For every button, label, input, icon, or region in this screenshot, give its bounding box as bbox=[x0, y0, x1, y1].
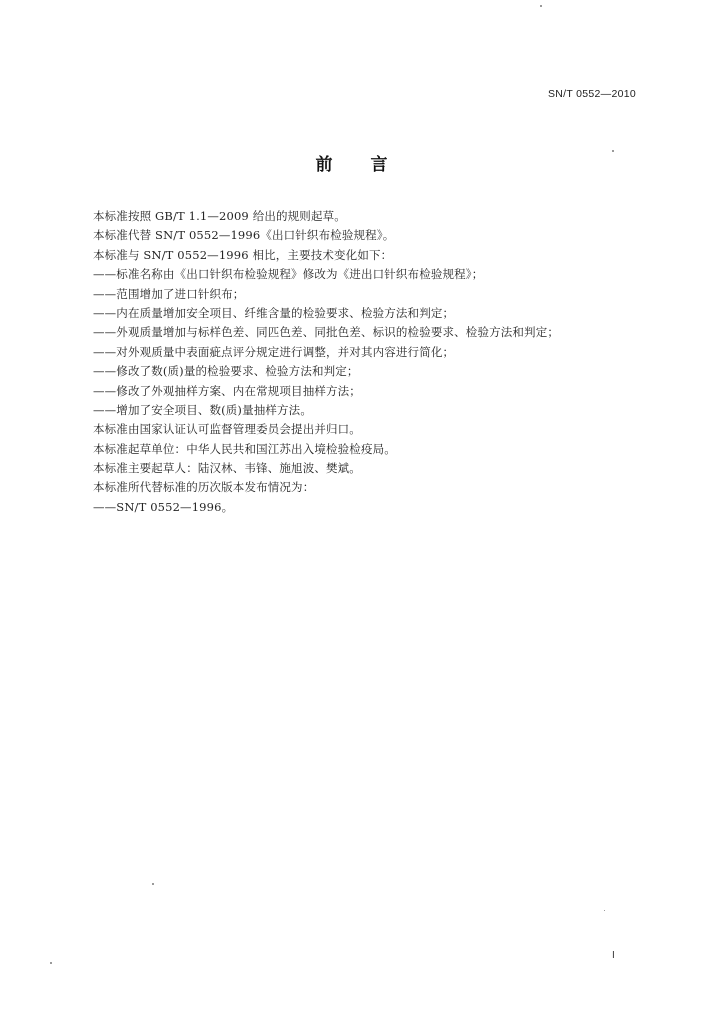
scan-speck bbox=[540, 5, 542, 7]
body-line: ——内在质量增加安全项目、纤维含量的检验要求、检验方法和判定； bbox=[93, 305, 455, 320]
scan-speck bbox=[612, 150, 614, 152]
body-line: 本标准与 SN/T 0552—1996 相比，主要技术变化如下： bbox=[93, 247, 393, 262]
body-line: ——标准名称由《出口针织布检验规程》修改为《进出口针织布检验规程》； bbox=[93, 267, 484, 282]
body-line: ——SN/T 0552—1996。 bbox=[93, 499, 234, 514]
body-line: 本标准所代替标准的历次版本发布情况为： bbox=[93, 480, 315, 495]
body-line: 本标准代替 SN/T 0552—1996《出口针织布检验规程》。 bbox=[93, 228, 395, 243]
scan-speck bbox=[604, 910, 605, 911]
title-char-1: 前 bbox=[315, 155, 333, 175]
page-title bbox=[0, 150, 703, 175]
title-char-2: 言 bbox=[370, 155, 388, 175]
body-line: ——修改了外观抽样方案、内在常规项目抽样方法； bbox=[93, 383, 361, 398]
body-line: 本标准主要起草人：陆汉林、韦锋、施旭波、樊斌。 bbox=[93, 461, 361, 476]
body-line: ——范围增加了进口针织布； bbox=[93, 286, 245, 301]
scan-speck bbox=[50, 962, 52, 964]
standard-number: SN/T 0552—2010 bbox=[547, 88, 636, 100]
body-line: 本标准起草单位：中华人民共和国江苏出入境检验检疫局。 bbox=[93, 441, 396, 456]
body-line: ——对外观质量中表面疵点评分规定进行调整，并对其内容进行简化； bbox=[93, 344, 455, 359]
body-line: 本标准由国家认证认可监督管理委员会提出并归口。 bbox=[93, 422, 361, 437]
foreword-body bbox=[93, 207, 653, 517]
body-line: ——增加了安全项目、数(质)量抽样方法。 bbox=[93, 402, 312, 417]
body-line: 本标准按照 GB/T 1.1—2009 给出的规则起草。 bbox=[93, 209, 346, 223]
body-line: ——修改了数(质)量的检验要求、检验方法和判定； bbox=[93, 364, 359, 379]
scan-speck bbox=[152, 883, 154, 885]
page-number: I bbox=[612, 950, 615, 961]
body-line: ——外观质量增加与标样色差、同匹色差、同批色差、标识的检验要求、检验方法和判定； bbox=[93, 325, 559, 340]
